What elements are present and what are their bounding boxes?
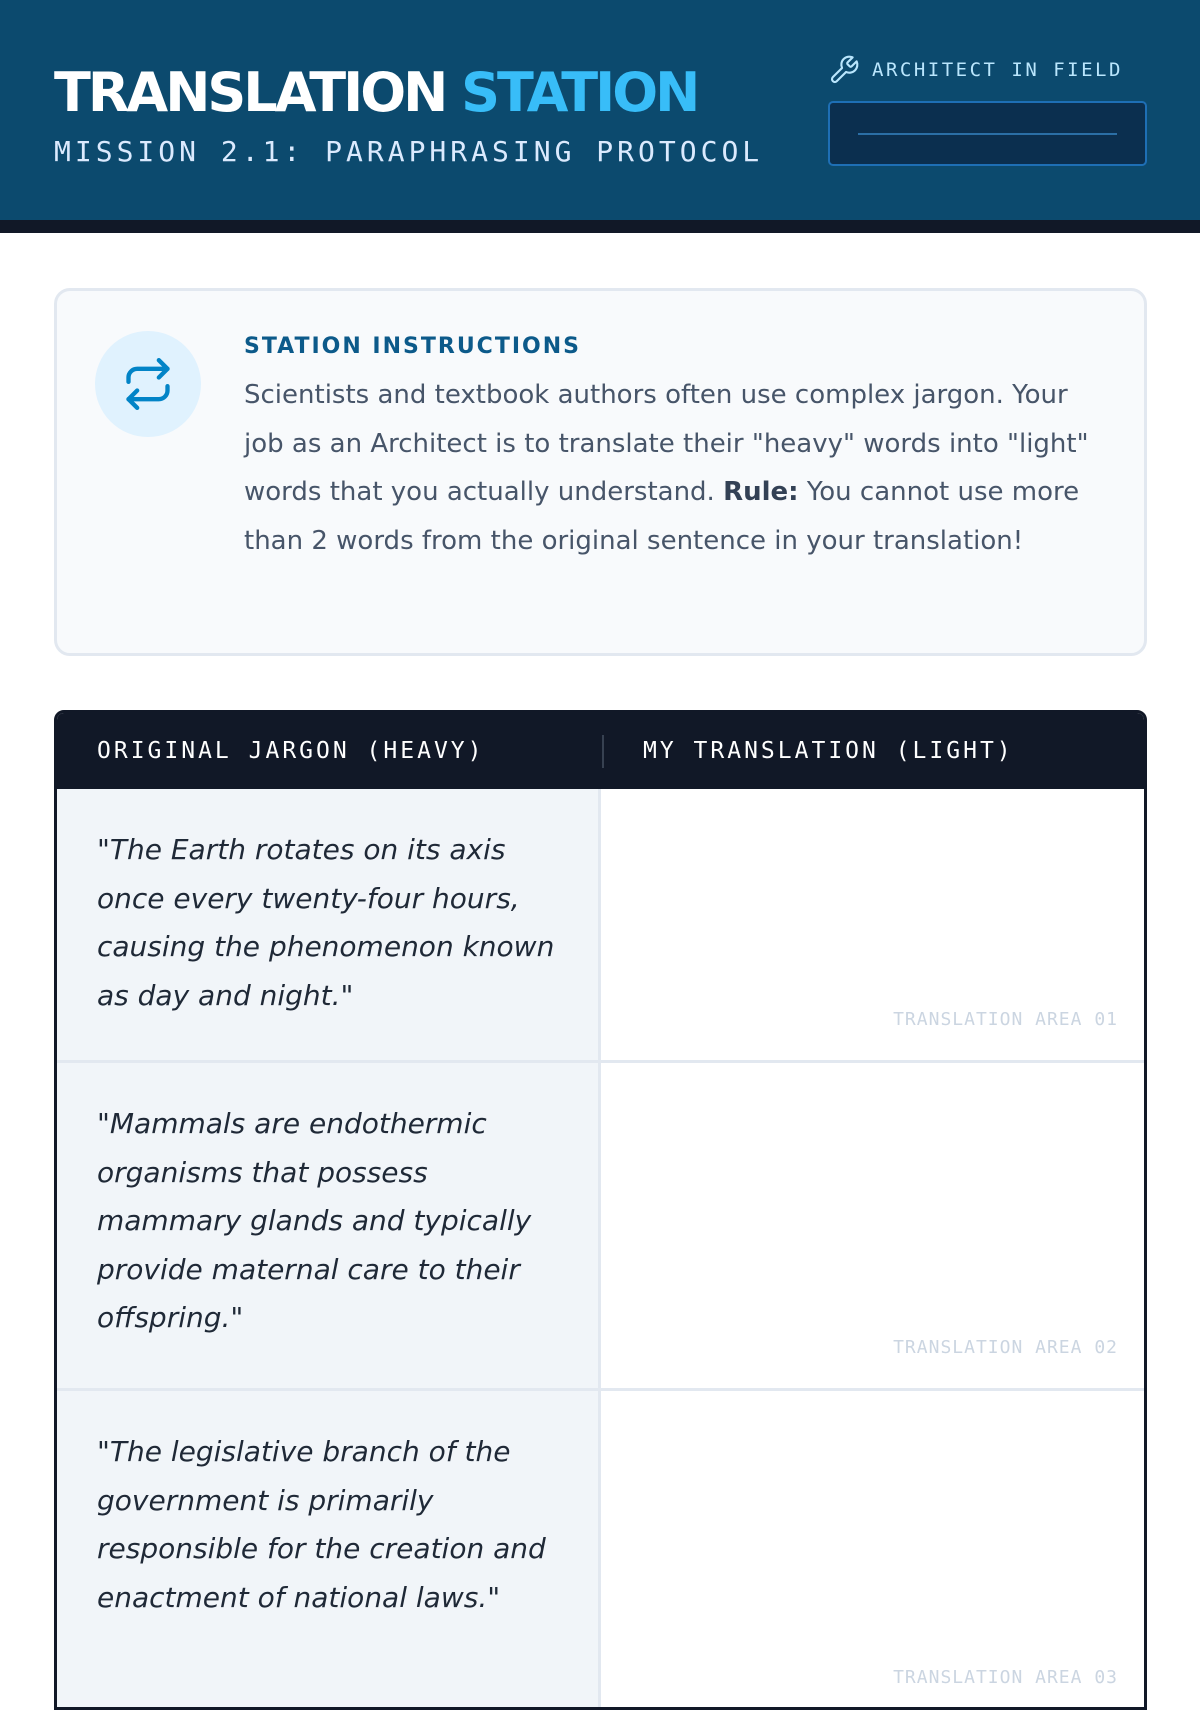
header-divider-bar bbox=[0, 220, 1200, 233]
table-row bbox=[57, 1063, 1144, 1391]
jargon-cell bbox=[57, 789, 601, 1060]
table-header bbox=[57, 713, 1144, 789]
architect-label-text: ARCHITECT IN FIELD bbox=[872, 59, 1123, 81]
title-accent: STATION bbox=[461, 61, 698, 124]
rule-text: You cannot use more than 2 words from the original sentence in your translation! bbox=[244, 477, 1080, 556]
swap-icon-badge bbox=[95, 331, 201, 437]
rule-label: Rule: bbox=[723, 477, 799, 507]
translation-area-1[interactable] bbox=[604, 789, 1144, 1060]
table-row bbox=[57, 1391, 1144, 1710]
translation-area-label: TRANSLATION AREA 03 bbox=[893, 1667, 1118, 1688]
title-main: TRANSLATION bbox=[54, 61, 446, 124]
jargon-text: "The legislative branch of the government is primarily responsible for the creation and enactment of national laws." bbox=[97, 1435, 546, 1614]
architect-label bbox=[828, 54, 1123, 86]
page-title bbox=[54, 58, 697, 128]
translation-area-label: TRANSLATION AREA 02 bbox=[893, 1337, 1118, 1358]
swap-arrows-icon bbox=[122, 358, 174, 410]
table-row bbox=[57, 789, 1144, 1063]
writing-line bbox=[858, 133, 1117, 135]
header bbox=[0, 0, 1200, 220]
translation-area-2[interactable] bbox=[604, 1063, 1144, 1388]
jargon-cell bbox=[57, 1063, 601, 1388]
column-header-original: ORIGINAL JARGON (HEAVY) bbox=[97, 738, 485, 764]
architect-name-field[interactable] bbox=[828, 101, 1147, 166]
mission-subtitle: MISSION 2.1: PARAPHRASING PROTOCOL bbox=[54, 135, 764, 168]
header-divider bbox=[602, 735, 604, 768]
translation-area-label: TRANSLATION AREA 01 bbox=[893, 1009, 1118, 1030]
translation-table bbox=[54, 710, 1147, 1710]
translation-area-3[interactable] bbox=[604, 1391, 1144, 1710]
column-header-translation: MY TRANSLATION (LIGHT) bbox=[643, 738, 1014, 764]
jargon-text: "Mammals are endothermic organisms that possess mammary glands and typically provide maternal care to their offspring." bbox=[97, 1107, 532, 1334]
jargon-text: "The Earth rotates on its axis once every twenty-four hours, causing the phenomenon known as day and night." bbox=[97, 833, 555, 1012]
instructions-text bbox=[244, 371, 1104, 565]
jargon-cell bbox=[57, 1391, 601, 1710]
instructions-intro: Scientists and textbook authors often use complex jargon. Your job as an Architect is to translate their "heavy" words into "light" words that you actually understand. bbox=[244, 380, 1089, 507]
wrench-icon bbox=[828, 54, 860, 86]
instructions-heading: STATION INSTRUCTIONS bbox=[244, 334, 581, 359]
